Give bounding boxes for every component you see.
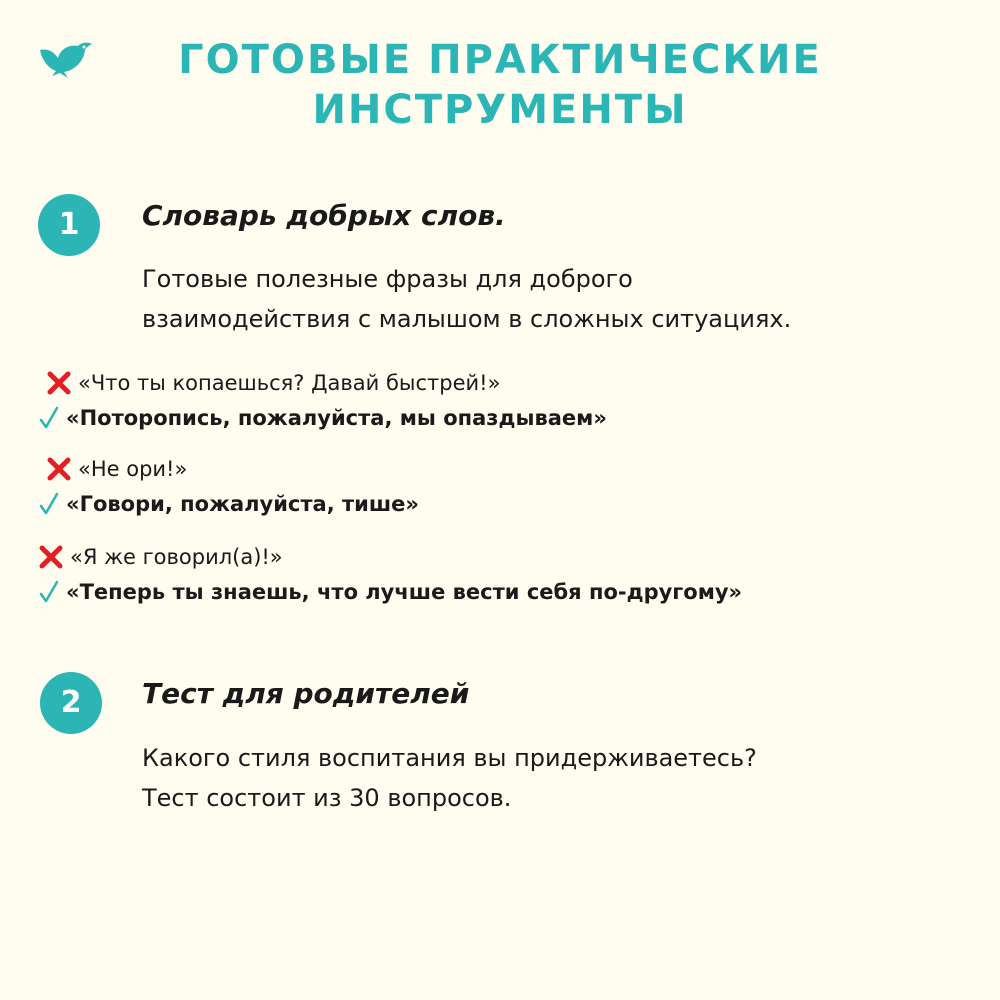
check-icon (38, 492, 60, 516)
wrong-phrase (46, 456, 187, 482)
bird-icon (38, 40, 94, 80)
wrong-phrase (46, 370, 500, 396)
section-title: Тест для родителей (142, 677, 470, 710)
description-line: Тест состоит из 30 вопросов. (142, 784, 512, 812)
page-title-line1: ГОТОВЫЕ ПРАКТИЧЕСКИЕ (178, 37, 822, 83)
section-number-badge: 1 (38, 194, 100, 256)
right-phrase (38, 580, 742, 604)
description-line: взаимодействия с малышом в сложных ситуациях. (142, 305, 792, 333)
wrong-phrase-text: «Что ты копаешься? Давай быстрей!» (78, 371, 501, 395)
section-description (142, 738, 757, 818)
section-description (142, 259, 791, 339)
page-title-line2: ИНСТРУМЕНТЫ (312, 87, 688, 133)
cross-icon (46, 370, 72, 396)
cross-icon (46, 456, 72, 482)
wrong-phrase-text: «Не ори!» (78, 457, 188, 481)
right-phrase-text: «Теперь ты знаешь, что лучше вести себя по-другому» (66, 580, 743, 604)
section-number-badge: 2 (40, 672, 102, 734)
right-phrase-text: «Поторопись, пожалуйста, мы опаздываем» (66, 406, 607, 430)
wrong-phrase (38, 544, 283, 570)
wrong-phrase-text: «Я же говорил(а)!» (70, 545, 283, 569)
section-title: Словарь добрых слов. (142, 199, 506, 232)
right-phrase (38, 492, 419, 516)
cross-icon (38, 544, 64, 570)
right-phrase (38, 406, 607, 430)
check-icon (38, 580, 60, 604)
description-line: Какого стиля воспитания вы придерживаетесь? (142, 744, 757, 772)
check-icon (38, 406, 60, 430)
description-line: Готовые полезные фразы для доброго (142, 265, 633, 293)
right-phrase-text: «Говори, пожалуйста, тише» (66, 492, 419, 516)
